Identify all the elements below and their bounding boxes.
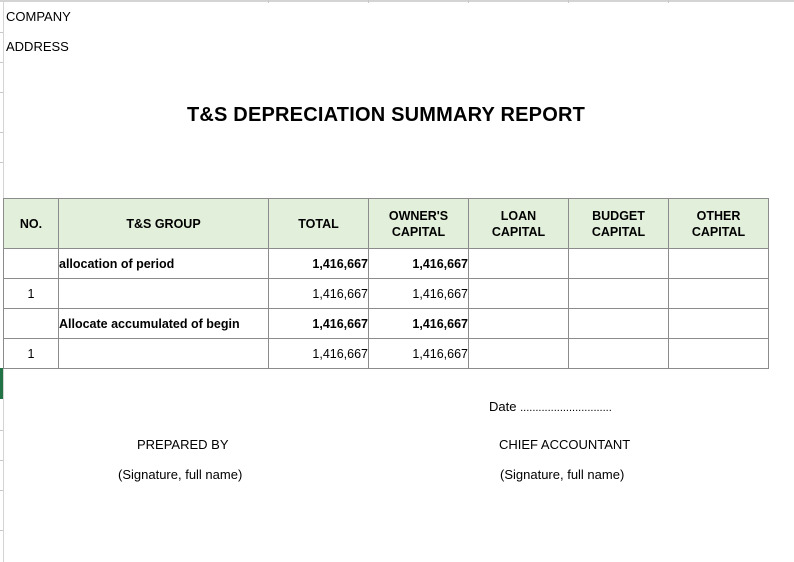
- cell-group[interactable]: [59, 339, 269, 369]
- cell-owners-capital[interactable]: 1,416,667: [369, 279, 469, 309]
- cell-no[interactable]: 1: [4, 279, 59, 309]
- header-loan-capital[interactable]: LOAN CAPITAL: [469, 199, 569, 249]
- cell-group[interactable]: allocation of period: [59, 249, 269, 279]
- table-header-row: [4, 199, 769, 249]
- header-total[interactable]: TOTAL: [269, 199, 369, 249]
- header-ts-group[interactable]: T&S GROUP: [59, 199, 269, 249]
- cell-group[interactable]: Allocate accumulated of begin: [59, 309, 269, 339]
- table-row: [4, 309, 769, 339]
- cell-no[interactable]: [4, 309, 59, 339]
- column-divider-tick: [368, 0, 369, 3]
- cell-owners-capital[interactable]: 1,416,667: [369, 309, 469, 339]
- signature-note-right[interactable]: (Signature, full name): [500, 467, 625, 482]
- cell-no[interactable]: 1: [4, 339, 59, 369]
- cell-budget-capital[interactable]: [569, 339, 669, 369]
- signature-note-left[interactable]: (Signature, full name): [118, 467, 243, 482]
- column-divider-tick: [668, 0, 669, 3]
- date-line[interactable]: [489, 399, 612, 414]
- row-divider-tick: [0, 490, 3, 491]
- prepared-by-label[interactable]: PREPARED BY: [137, 437, 229, 452]
- date-label: Date: [489, 399, 517, 414]
- row-divider-tick: [0, 430, 3, 431]
- cell-budget-capital[interactable]: [569, 279, 669, 309]
- table-row: [4, 249, 769, 279]
- company-cell[interactable]: COMPANY: [6, 9, 71, 24]
- cell-total[interactable]: 1,416,667: [269, 249, 369, 279]
- table-row: [4, 279, 769, 309]
- cell-other-capital[interactable]: [669, 339, 769, 369]
- report-title[interactable]: T&S DEPRECIATION SUMMARY REPORT: [186, 104, 586, 126]
- row-divider-tick: [0, 162, 3, 163]
- header-budget-capital[interactable]: BUDGET CAPITAL: [569, 199, 669, 249]
- column-divider-tick: [468, 0, 469, 3]
- column-divider-tick: [568, 0, 569, 3]
- cell-total[interactable]: 1,416,667: [269, 279, 369, 309]
- depreciation-summary-table: [3, 198, 769, 369]
- cell-other-capital[interactable]: [669, 309, 769, 339]
- header-owners-capital[interactable]: OWNER'S CAPITAL: [369, 199, 469, 249]
- cell-loan-capital[interactable]: [469, 249, 569, 279]
- table-row: [4, 339, 769, 369]
- row-divider-tick: [0, 530, 3, 531]
- row-divider-tick: [0, 132, 3, 133]
- row-divider-tick: [0, 32, 3, 33]
- header-other-capital[interactable]: OTHER CAPITAL: [669, 199, 769, 249]
- cell-loan-capital[interactable]: [469, 309, 569, 339]
- row-divider-tick: [0, 62, 3, 63]
- row-divider-tick: [0, 460, 3, 461]
- cell-budget-capital[interactable]: [569, 309, 669, 339]
- cell-loan-capital[interactable]: [469, 279, 569, 309]
- cell-group[interactable]: [59, 279, 269, 309]
- sheet-top-edge: [0, 0, 794, 2]
- chief-accountant-label[interactable]: CHIEF ACCOUNTANT: [499, 437, 631, 452]
- cell-other-capital[interactable]: [669, 249, 769, 279]
- cell-no[interactable]: [4, 249, 59, 279]
- cell-total[interactable]: 1,416,667: [269, 339, 369, 369]
- cell-budget-capital[interactable]: [569, 249, 669, 279]
- active-row-indicator: [0, 368, 3, 399]
- cell-total[interactable]: 1,416,667: [269, 309, 369, 339]
- cell-other-capital[interactable]: [669, 279, 769, 309]
- cell-loan-capital[interactable]: [469, 339, 569, 369]
- cell-owners-capital[interactable]: 1,416,667: [369, 249, 469, 279]
- column-divider-tick: [268, 0, 269, 3]
- cell-owners-capital[interactable]: 1,416,667: [369, 339, 469, 369]
- header-no[interactable]: NO.: [4, 199, 59, 249]
- row-divider-tick: [0, 92, 3, 93]
- date-placeholder-dots: ..............................: [520, 402, 612, 414]
- address-cell[interactable]: ADDRESS: [6, 39, 69, 54]
